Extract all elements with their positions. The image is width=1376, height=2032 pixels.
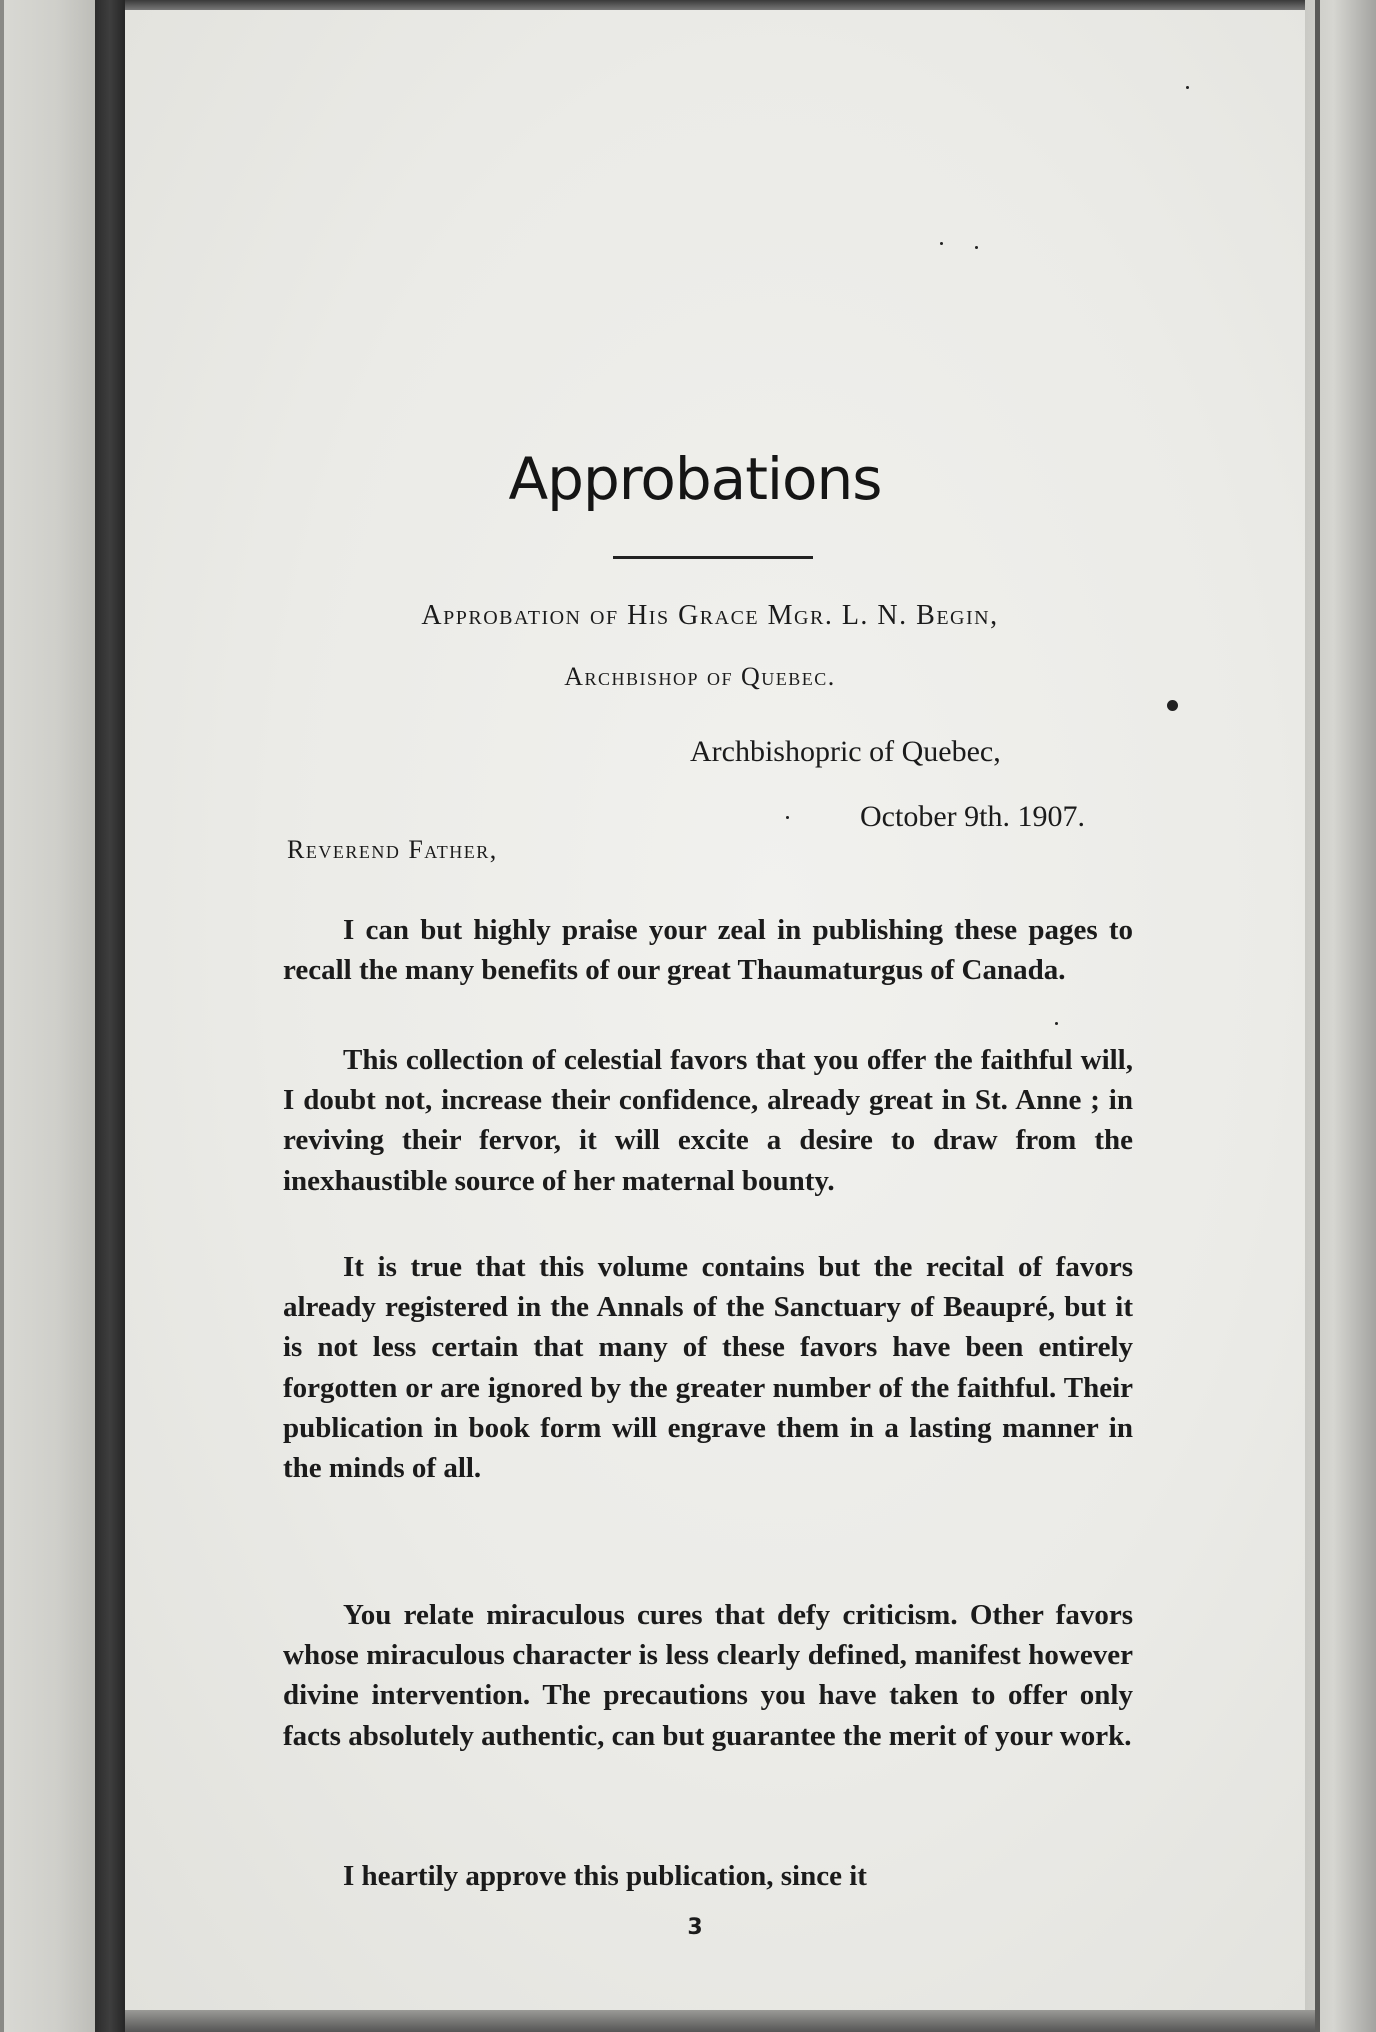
left-outer-edge: [0, 0, 4, 2032]
ink-speck: [1186, 86, 1189, 89]
letter-date: October 9th. 1907.: [860, 800, 1085, 833]
ink-speck: [1055, 1022, 1058, 1025]
right-edge-line: [1315, 0, 1320, 2032]
title-rule: [613, 556, 813, 559]
letter-place: Archbishopric of Quebec,: [690, 735, 1001, 768]
body-paragraph: I heartily approve this publication, since it: [343, 1860, 867, 1892]
approbation-subheading: Archbishop of Quebec.: [564, 662, 836, 691]
top-border: [0, 0, 1376, 10]
page-title: Approbations: [508, 445, 882, 513]
bottom-border: [125, 2010, 1315, 2032]
ink-speck: [1167, 700, 1178, 711]
ink-speck: [786, 816, 789, 819]
body-paragraph: This collection of celestial favors that you offer the faithful will, I doubt not, increase their confidence, already great in St. Anne ; in reviving their fervor, it will excite a desire to draw from the inexhaustible source of her maternal bounty.: [283, 1044, 1133, 1197]
body-paragraph: You relate miraculous cures that defy criticism. Other favors whose miraculous character is less clearly defined, manifest however divine intervention. The precautions you have taken to offer only facts absolutely authentic, can but guarantee the merit of your work.: [283, 1599, 1133, 1752]
approbation-heading: Approbation of His Grace Mgr. L. N. Begin,: [421, 600, 999, 631]
body-paragraph: It is true that this volume contains but the recital of favors already registered in the Annals of the Sanctuary of Beaupré, but it is not less certain that many of these favors have been entirely forgotten or are ignored by the greater number of the faithful. Their publication in book form will engrave them in a lasting manner in the minds of all.: [283, 1251, 1133, 1485]
ink-speck: [940, 242, 943, 245]
left-page-edge: [0, 0, 95, 2032]
body-paragraph: I can but highly praise your zeal in publishing these pages to recall the many benefits of our great Thaumaturgus of Canada.: [283, 914, 1133, 987]
page-number: 3: [687, 1915, 703, 1940]
ink-speck: [975, 246, 978, 249]
book-spine: [95, 0, 125, 2032]
letter-salutation: Reverend Father,: [287, 835, 498, 864]
